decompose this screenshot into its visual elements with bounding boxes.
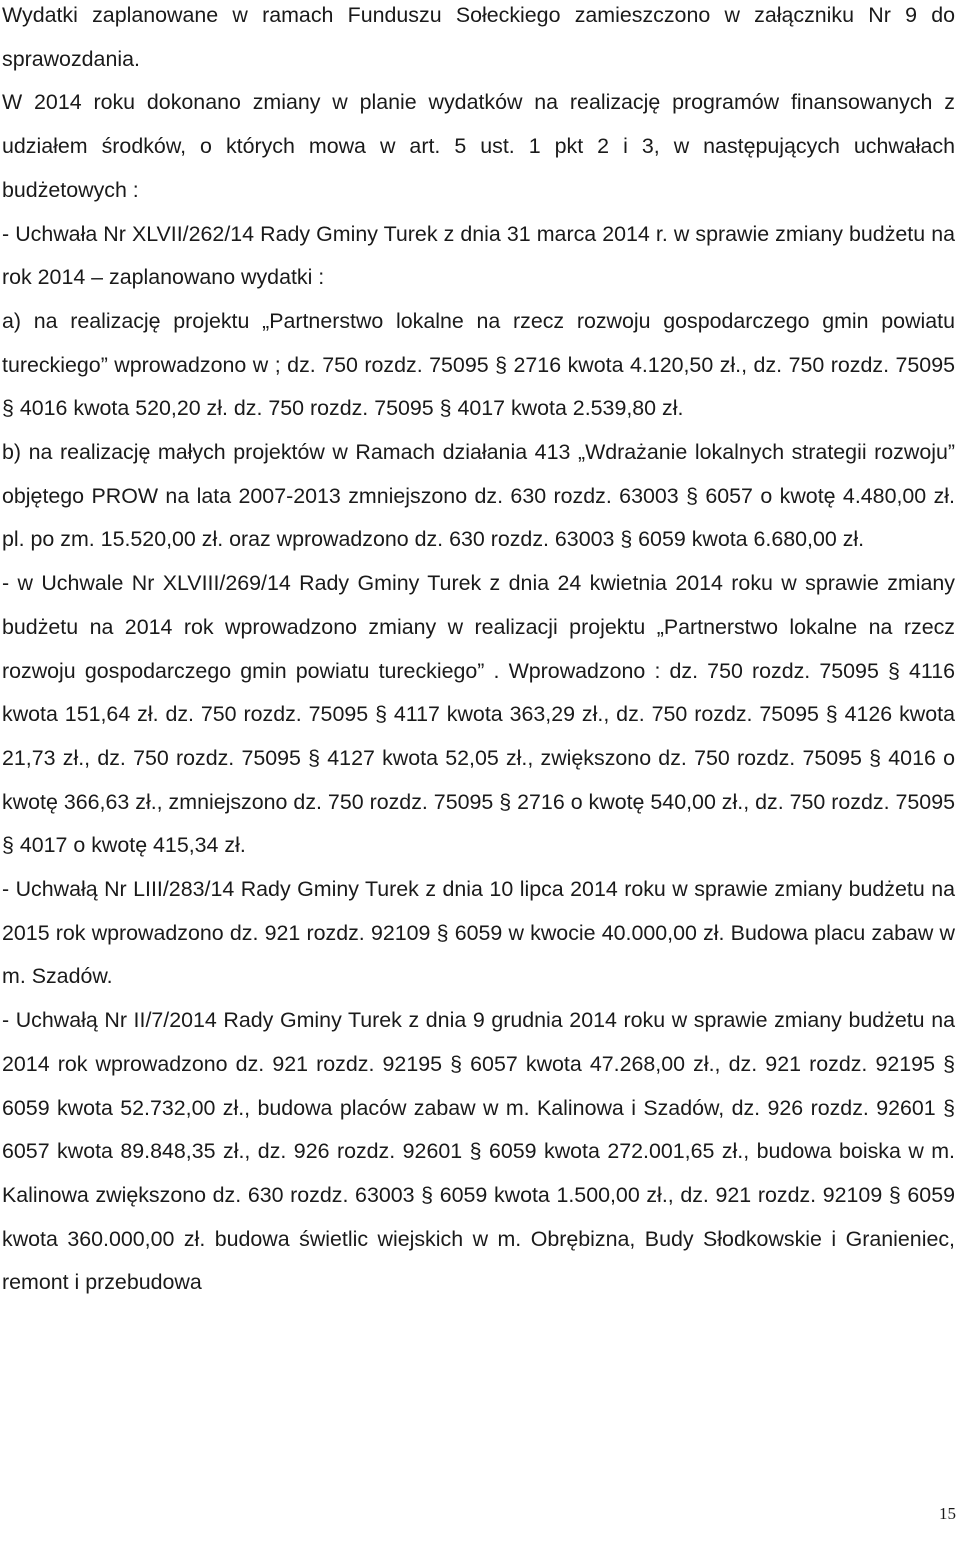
paragraph-uchwala-liii: - Uchwałą Nr LIII/283/14 Rady Gminy Turek z dnia 10 lipca 2014 roku w sprawie zmiany budżetu na 2015 rok wprowadzono dz. 921 rozdz. 92109 § 6059 w kwocie 40.000,00 zł. Budowa placu zabaw w m. Szadów.	[2, 877, 955, 989]
paragraph-item-a: a) na realizację projektu „Partnerstwo lokalne na rzecz rozwoju gospodarczego gmin powiatu tureckiego” wprowadzono w ; dz. 750 rozdz. 75095 § 2716 kwota 4.120,50 zł., dz. 750 rozdz. 75095 § 4016 kwota 520,20 zł. dz. 750 rozdz. 75095 § 4017 kwota 2.539,80 zł.	[2, 308, 955, 421]
page-number: 15	[939, 1504, 956, 1523]
paragraph-uchwala-xlviii: - w Uchwale Nr XLVIII/269/14 Rady Gminy Turek z dnia 24 kwietnia 2014 roku w sprawie zmiany budżetu na 2014 rok wprowadzono zmiany w realizacji projektu „Partnerstwo lokalne na rzecz rozwoju gospodarczego gmin powiatu tureckiego” . Wprowadzono : dz. 750 rozdz. 75095 § 4116 kwota 151,64 zł. dz. 750 rozdz. 75095 § 4117 kwota 363,29 zł., dz. 750 rozdz. 75095 § 4126 kwota 21,73 zł., dz. 750 rozdz. 75095 § 4127 kwota 52,05 zł., zwiększono dz. 750 rozdz. 75095 § 4016 o kwotę 366,63 zł., zmniejszono dz. 750 rozdz. 75095 § 2716 o kwotę 540,00 zł., dz. 750 rozdz. 75095 § 4017 o kwotę 415,34 zł.	[2, 571, 955, 858]
paragraph-zmiany-intro: W 2014 roku dokonano zmiany w planie wydatków na realizację programów finansowanych z udziałem środków, o których mowa w art. 5 ust. 1 pkt 2 i 3, w następujących uchwałach budżetowych :	[2, 90, 955, 202]
paragraph-uchwala-xlvii: - Uchwała Nr XLVII/262/14 Rady Gminy Turek z dnia 31 marca 2014 r. w sprawie zmiany budżetu na rok 2014 – zaplanowano wydatki :	[2, 221, 955, 290]
body-text	[2, 0, 955, 1305]
paragraph-item-b: b) na realizację małych projektów w Ramach działania 413 „Wdrażanie lokalnych strategii rozwoju” objętego PROW na lata 2007-2013 zmniejszono dz. 630 rozdz. 63003 § 6057 o kwotę 4.480,00 zł. pl. po zm. 15.520,00 zł. oraz wprowadzono dz. 630 rozdz. 63003 § 6059 kwota 6.680,00 zł.	[2, 440, 955, 552]
paragraph-fundusz-solecki: Wydatki zaplanowane w ramach Funduszu Sołeckiego zamieszczono w załączniku Nr 9 do sprawozdania.	[2, 3, 955, 71]
paragraph-uchwala-ii: - Uchwałą Nr II/7/2014 Rady Gminy Turek z dnia 9 grudnia 2014 roku w sprawie zmiany budżetu na 2014 rok wprowadzono dz. 921 rozdz. 92195 § 6057 kwota 47.268,00 zł., dz. 921 rozdz. 92195 § 6059 kwota 52.732,00 zł., budowa placów zabaw w m. Kalinowa i Szadów, dz. 926 rozdz. 92601 § 6057 kwota 89.848,35 zł., dz. 926 rozdz. 92601 § 6059 kwota 272.001,65 zł., budowa boiska w m. Kalinowa zwiększono dz. 630 rozdz. 63003 § 6059 kwota 1.500,00 zł., dz. 921 rozdz. 92109 § 6059 kwota 360.000,00 zł. budowa świetlic wiejskich w m. Obrębizna, Budy Słodkowskie i Granieniec, remont i przebudowa	[2, 1008, 955, 1295]
